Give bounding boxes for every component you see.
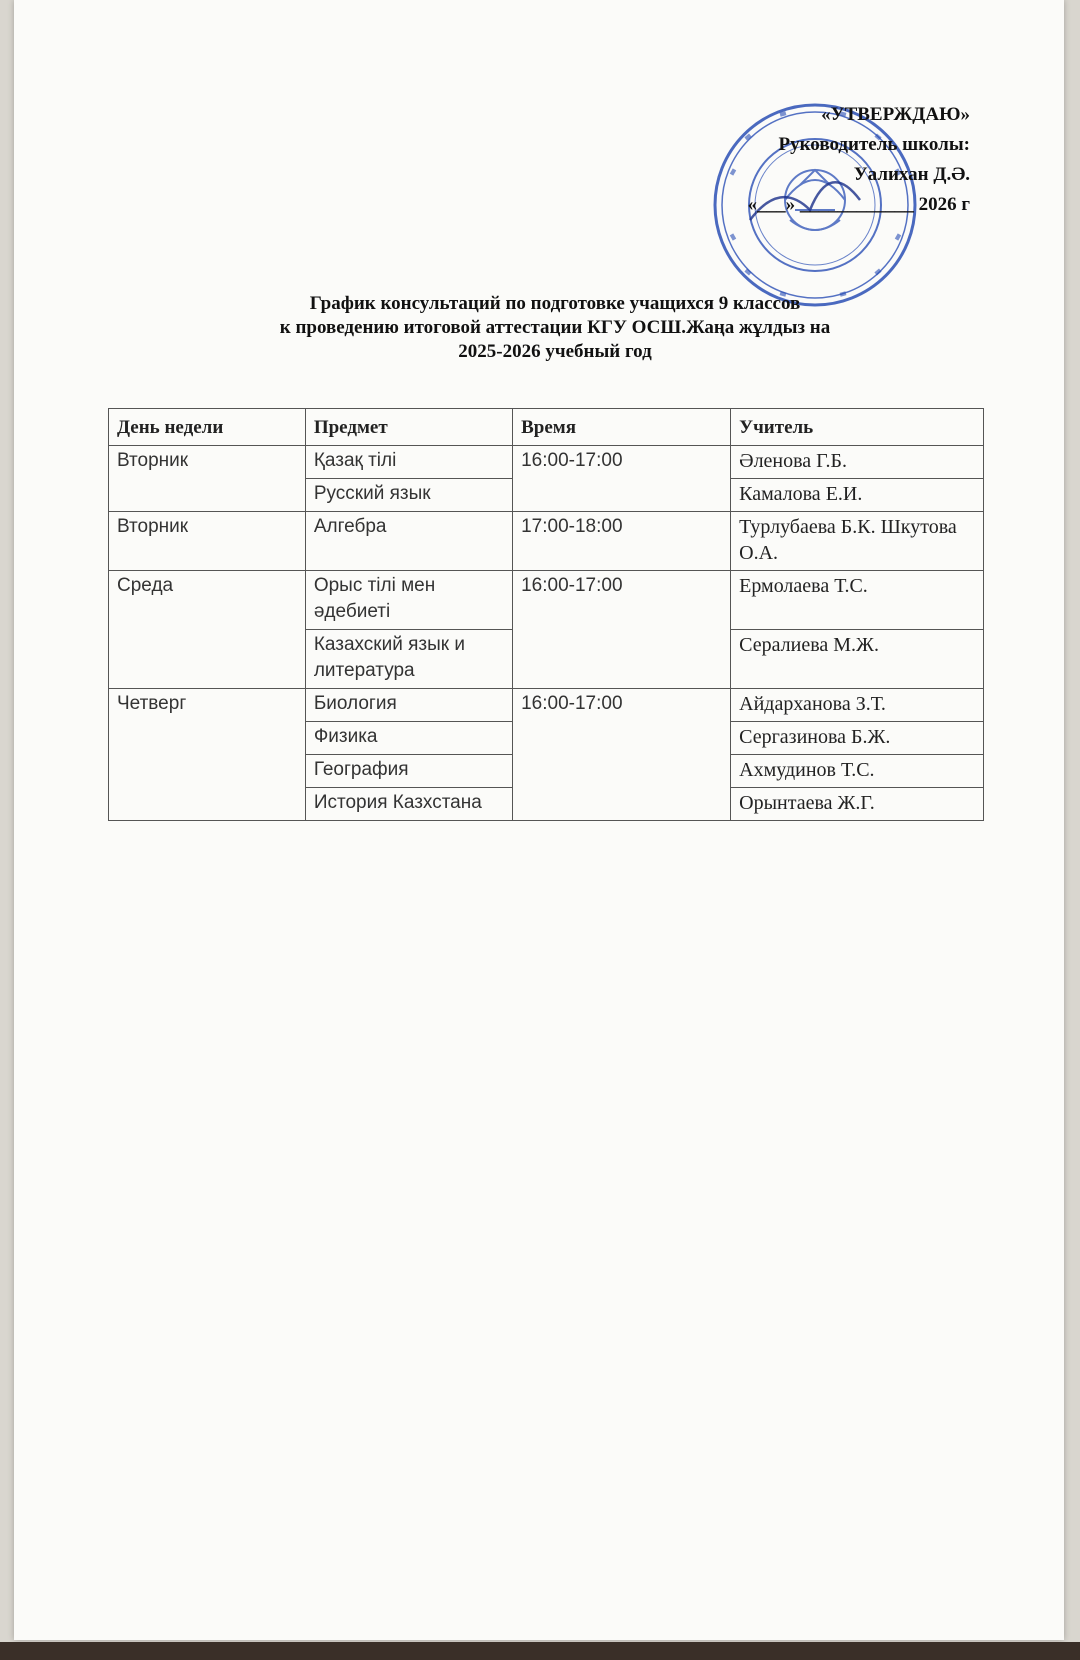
approval-name: Уалихан Д.Ә. <box>853 164 970 185</box>
approval-date: «___» ____________ 2026 г <box>747 194 970 215</box>
cell-day: Среда <box>109 571 306 689</box>
title-line-1: График консультаций по подготовке учащихся 9 классов <box>309 293 801 314</box>
cell-teacher: Турлубаева Б.К. Шкутова О.А. <box>731 512 984 571</box>
title-line-2: к проведению итоговой аттестации КГУ ОСШ.Жаңа жұлдыз на <box>279 317 831 338</box>
table-row <box>109 512 984 571</box>
cell-subject: География <box>305 755 512 788</box>
cell-time: 16:00-17:00 <box>513 446 731 512</box>
approval-block <box>748 100 970 220</box>
consultation-schedule-table <box>108 408 984 821</box>
header-time: Время <box>513 409 731 446</box>
table-row <box>109 446 984 479</box>
approval-position: Руководитель школы: <box>778 134 970 155</box>
header-day: День недели <box>109 409 306 446</box>
document-title <box>0 292 1080 364</box>
cell-teacher: Айдарханова З.Т. <box>731 689 984 722</box>
photo-bottom-edge <box>0 1642 1080 1660</box>
cell-day: Вторник <box>109 446 306 512</box>
cell-teacher: Камалова Е.И. <box>731 479 984 512</box>
cell-time: 17:00-18:00 <box>513 512 731 571</box>
cell-subject: Физика <box>305 722 512 755</box>
cell-teacher: Сералиева М.Ж. <box>731 630 984 689</box>
cell-teacher: Ахмудинов Т.С. <box>731 755 984 788</box>
cell-subject: Казахский язык и литература <box>305 630 512 689</box>
cell-teacher: Әленова Г.Б. <box>731 446 984 479</box>
header-teacher: Учитель <box>731 409 984 446</box>
header-subject: Предмет <box>305 409 512 446</box>
cell-day: Четверг <box>109 689 306 821</box>
table-row <box>109 689 984 722</box>
cell-subject: Русский язык <box>305 479 512 512</box>
title-line-3: 2025-2026 учебный год <box>458 341 652 362</box>
cell-subject: Алгебра <box>305 512 512 571</box>
cell-teacher: Ермолаева Т.С. <box>731 571 984 630</box>
cell-time: 16:00-17:00 <box>513 571 731 689</box>
cell-subject: Орыс тілі мен әдебиеті <box>305 571 512 630</box>
cell-subject: Қазақ тілі <box>305 446 512 479</box>
approval-heading: «УТВЕРЖДАЮ» <box>821 104 970 125</box>
approval-year: 2026 г <box>918 194 970 215</box>
table-row <box>109 571 984 630</box>
cell-teacher: Орынтаева Ж.Г. <box>731 788 984 821</box>
cell-subject: Биология <box>305 689 512 722</box>
table-header-row <box>109 409 984 446</box>
cell-subject: История Казхстана <box>305 788 512 821</box>
cell-day: Вторник <box>109 512 306 571</box>
cell-teacher: Сергазинова Б.Ж. <box>731 722 984 755</box>
cell-time: 16:00-17:00 <box>513 689 731 821</box>
